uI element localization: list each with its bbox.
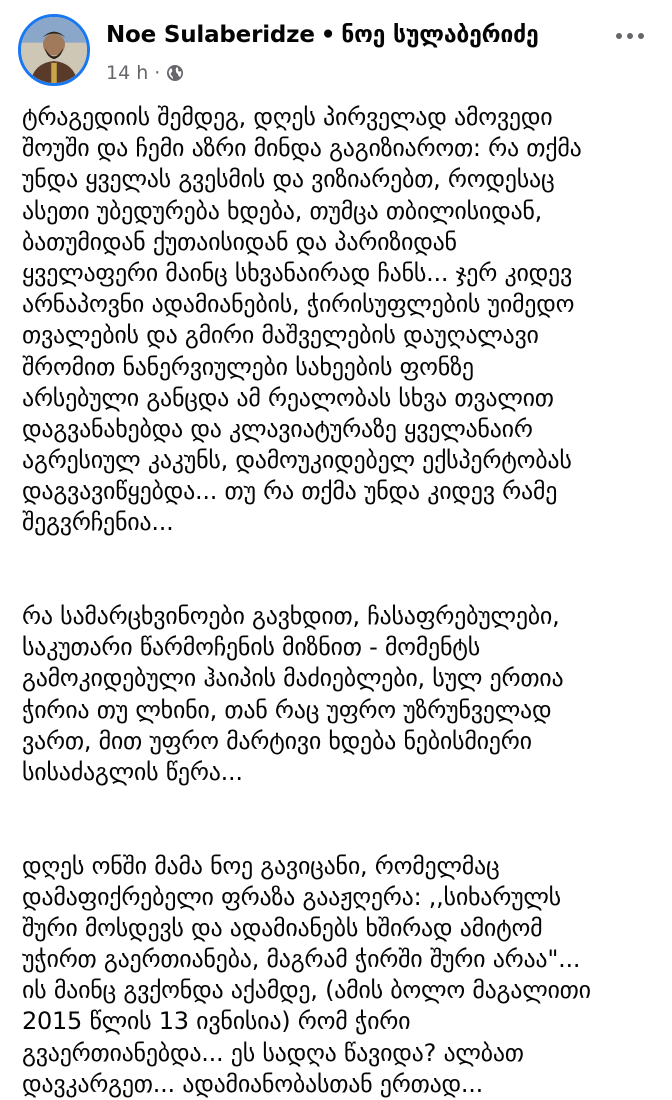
post-text-line: დავკარგეთ... ადამიანობასთან ერთად... — [22, 1069, 484, 1098]
post-text-line: რა სამარცხვინოები გავხდით, ჩასაფრებულები, — [22, 602, 560, 631]
post-text-line: აგრესიულ კაკუნს, დამოუკიდებელ ექსპერტობას — [22, 446, 572, 475]
more-options-button[interactable] — [610, 20, 650, 52]
post-text-line: ყველაფერი მაინც სხვანაირად ჩანს... ჯერ კიდევ — [22, 258, 573, 287]
meta-separator: · — [154, 62, 161, 84]
post-text-line: არნაპოვნი ადამიანების, ჭირისუფლების უიმედო — [22, 290, 575, 319]
paragraph-gap — [22, 788, 657, 850]
post-text-line: სისაძაგლის წერა... — [22, 757, 243, 786]
avatar[interactable] — [18, 14, 90, 86]
more-options-icon-dot — [616, 33, 622, 39]
post-text-line: თვალების და გმირი მაშველების დაუღალავი — [22, 321, 539, 350]
post-header — [0, 0, 672, 96]
globe-icon[interactable] — [166, 64, 184, 82]
post-paragraph — [22, 601, 657, 788]
paragraph-gap — [22, 539, 657, 601]
post-text-line: ვართ, მით უფრო მარტივი ხდება ნებისმიერი — [22, 726, 532, 755]
post-paragraph — [22, 851, 657, 1100]
post-text-line: შეგვრჩენია... — [22, 508, 174, 537]
post-text-line: უნდა ყველას გვესმის და ვიზიარებთ, როდესაც — [22, 165, 555, 194]
post-text-line: დაგვანახებდა და კლავიატურაზე ყველანაირ — [22, 414, 533, 443]
post-meta — [106, 62, 184, 84]
author-alt-name[interactable]: ნოე სულაბერიძე — [341, 22, 539, 48]
post-text-line: შური მოსდევს და ადამიანებს ხშირად ამიტომ — [22, 913, 543, 942]
author-line — [106, 22, 539, 48]
post-text — [22, 102, 657, 1100]
post-time[interactable]: 14 h — [106, 62, 149, 84]
post-text-line: ტრაგედიის შემდეგ, დღეს პირველად ამოვედი — [22, 103, 553, 131]
post-text-line: დამაფიქრებელი ფრაზა გააჟღერა: ,,სიხარულს — [22, 882, 561, 911]
post-text-line: გამოკიდებული ჰაიპის მაძიებლები, სულ ერთია — [22, 664, 564, 693]
more-options-icon-dot — [627, 33, 633, 39]
post-text-line: ჭირია თუ ლხინი, თან რაც უფრო უზრუნველად — [22, 695, 552, 724]
post-text-line: ასეთი უბედურება ხდება, თუმცა თბილისიდან, — [22, 196, 543, 225]
post-text-line: დაგვავიწყებდა... თუ რა თქმა უნდა კიდევ რამე — [22, 477, 558, 506]
author-name[interactable]: Noe Sulaberidze — [106, 22, 315, 48]
author-separator: • — [320, 22, 336, 48]
post-text-line: უჭირთ გაერთიანება, მაგრამ ჭირში შური არაა"... — [22, 945, 581, 974]
post-paragraph — [22, 102, 657, 539]
avatar-photo — [21, 17, 87, 83]
post-text-line: შრომით ნანერვიულები სახეების ფონზე — [22, 352, 474, 381]
post-text-line: 2015 წლის 13 ივნისია) რომ ჭირი — [22, 1007, 411, 1036]
more-options-icon-dot — [638, 33, 644, 39]
post-text-line: საკუთარი წარმოჩენის მიზნით - მომენტს — [22, 633, 481, 662]
post-text-line: არსებული განცდა ამ რეალობას სხვა თვალით — [22, 383, 554, 412]
post-text-line: დღეს ონში მამა ნოე გავიცანი, რომელმაც — [22, 851, 500, 880]
post-text-line: გვაერთიანებდა... ეს სადღა წავიდა? ალბათ — [22, 1038, 524, 1067]
post-text-line: ის მაინც გვქონდა აქამდე, (ამის ბოლო მაგალითი — [22, 976, 591, 1005]
post-text-line: შოუში და ჩემი აზრი მინდა გაგიზიაროთ: რა თქმა — [22, 134, 582, 163]
post-text-line: ბათუმიდან ქუთაისიდან და პარიზიდან — [22, 227, 457, 256]
